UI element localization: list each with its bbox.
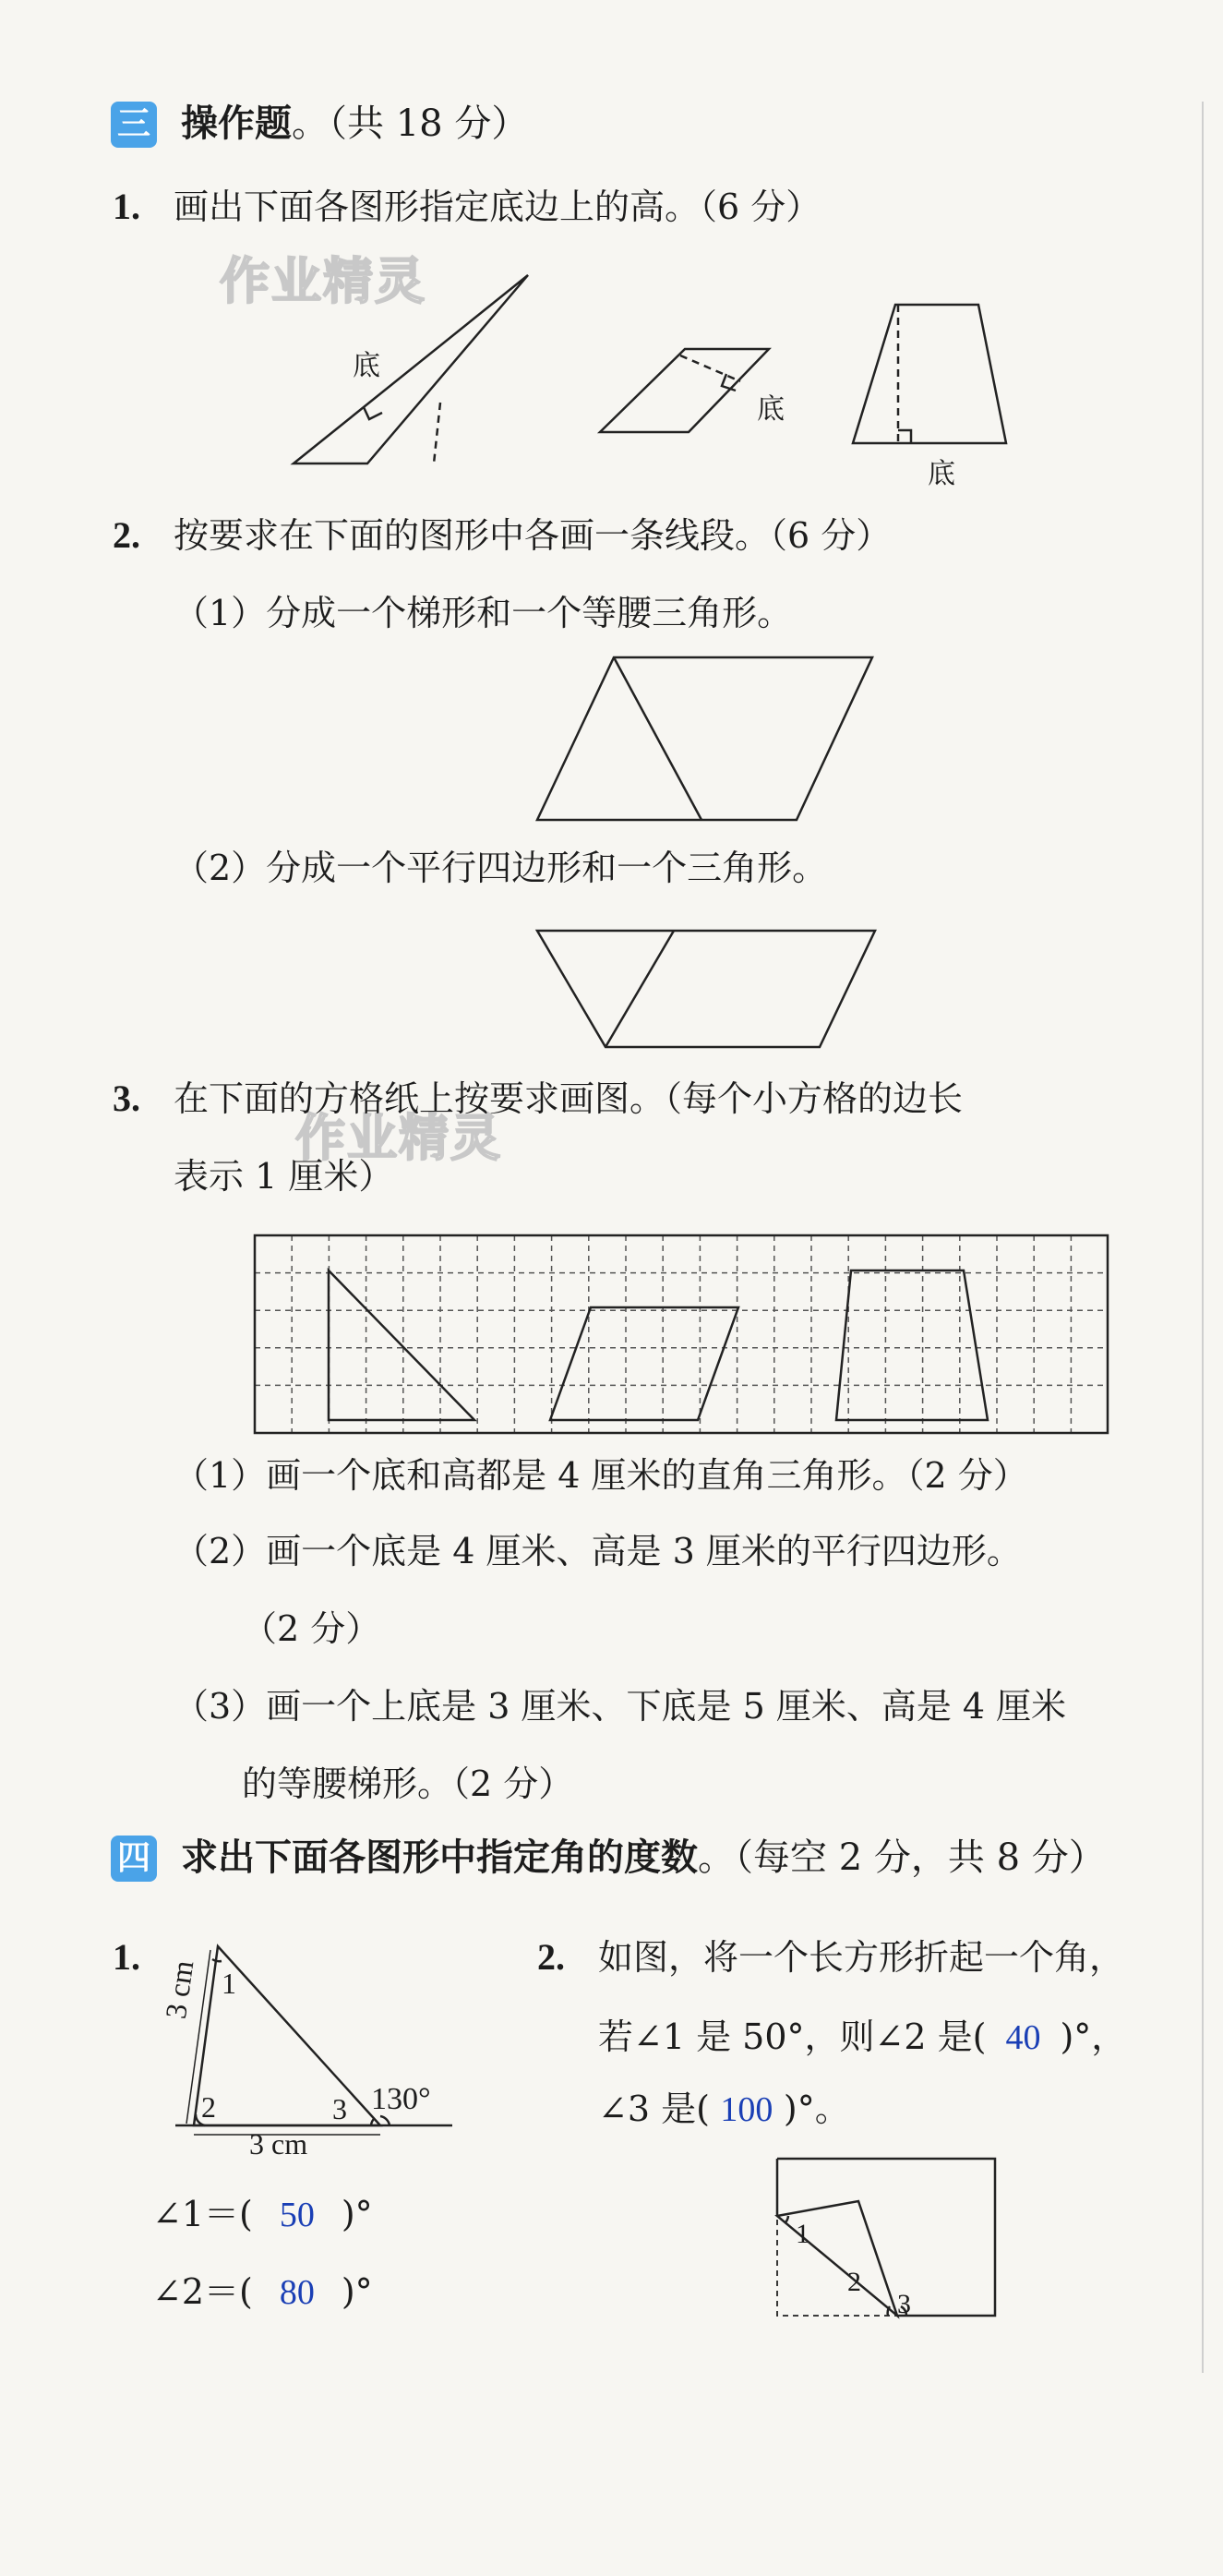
angle-2-label: 2 [201, 2090, 216, 2124]
watermark: 作业精灵 [220, 252, 426, 310]
q4-1-answer1 [152, 2194, 373, 2235]
section-3-title [181, 103, 528, 144]
grid-paper [249, 1230, 1117, 1442]
trapezoid-shape [853, 305, 1006, 443]
side-bottom-label: 3 cm [249, 2127, 308, 2161]
q4-2-number: 2. [537, 1936, 565, 1978]
section-badge-4: 四 [111, 1836, 157, 1882]
parallelogram-shape [600, 349, 769, 432]
section-4-title [181, 1837, 1106, 1878]
q3-1-number: 1. [113, 186, 140, 227]
section-4-title-text: 求出下面各图形中指定角的度数 [181, 1836, 698, 1879]
q3-2-sub1: （1）分成一个梯形和一个等腰三角形。 [174, 593, 793, 633]
q3-3-sub2-line1: （2）画一个底是 4 厘米、高是 3 厘米的平行四边形。 [174, 1531, 1022, 1571]
angle-3-label: 3 [332, 2092, 347, 2125]
q3-3-sub3-line1: （3）画一个上底是 3 厘米、下底是 5 厘米、高是 4 厘米 [174, 1686, 1067, 1727]
q3-2-figure1 [517, 646, 886, 831]
section-3-points: 。（共 18 分） [292, 102, 529, 145]
answer1-prefix: ∠1＝( [152, 2194, 253, 2234]
q4-2-answer2: 40 [1005, 2018, 1041, 2057]
answer1-value: 50 [279, 2196, 315, 2234]
fig-angle-1: 1 [796, 2219, 809, 2249]
q3-1-text: 画出下面各图形指定底边上的高。（6 分） [174, 187, 821, 227]
grid-triangle [329, 1270, 474, 1420]
base-label-parallelogram: 底 [757, 393, 785, 426]
q3-3-number: 3. [113, 1077, 140, 1119]
q4-1-number: 1. [113, 1936, 140, 1978]
q3-3-text-line2: 表示 1 厘米） [174, 1156, 394, 1197]
trapezoid-2-shape [537, 931, 875, 1047]
angle-1-label: 1 [222, 1967, 236, 2000]
q4-2-line2-b: )°， [1060, 2016, 1127, 2057]
q4-2-answer3: 100 [720, 2090, 773, 2129]
base-label-trapezoid: 底 [928, 458, 955, 490]
rectangle-outline [777, 2159, 995, 2316]
q3-2-text: 按要求在下面的图形中各画一条线段。（6 分） [174, 515, 892, 556]
parallelogram-1-shape [537, 657, 872, 820]
q4-2-line3-a: ∠3 是( [598, 2088, 710, 2129]
q4-2-line3 [598, 2088, 850, 2130]
q3-3-sub1: （1）画一个底和高都是 4 厘米的直角三角形。（2 分） [174, 1455, 1028, 1496]
base-label-triangle: 底 [353, 350, 380, 382]
side-left-label: 3 cm [158, 1958, 200, 2021]
q3-2-figure2 [526, 918, 895, 1056]
q3-3-sub3-line2: 的等腰梯形。（2 分） [242, 1763, 574, 1804]
q4-2-line1: 如图，将一个长方形折起一个角， [598, 1937, 1125, 1978]
q4-2-line2 [598, 2016, 1126, 2058]
section-badge-3: 三 [111, 102, 157, 148]
answer2-value: 80 [279, 2273, 315, 2312]
angle-130-label: 130° [371, 2082, 431, 2116]
answer2-suffix: )° [341, 2271, 373, 2312]
q4-2-line2-a: 若∠1 是 50°，则∠2 是( [598, 2016, 987, 2057]
triangle-shape [294, 275, 528, 463]
grid-parallelogram [550, 1307, 738, 1420]
section-3-title-text: 操作题 [181, 102, 292, 145]
page-margin-rule [1202, 102, 1204, 2373]
fig-angle-2: 2 [847, 2267, 861, 2297]
fig-angle-3: 3 [897, 2289, 911, 2319]
q3-2-sub2: （2）分成一个平行四边形和一个三角形。 [174, 848, 828, 888]
q3-2-number: 2. [113, 514, 140, 556]
q3-3-text-line1: 在下面的方格纸上按要求画图。（每个小方格的边长 [174, 1078, 964, 1119]
q4-2-line3-b: )°。 [783, 2088, 850, 2129]
q4-1-answer2 [152, 2271, 373, 2313]
answer1-suffix: )° [341, 2194, 373, 2234]
grid-trapezoid [836, 1270, 988, 1420]
answer2-prefix: ∠2＝( [152, 2271, 253, 2312]
q3-3-sub2-line2: （2 分） [242, 1608, 381, 1649]
watermark-2: 作业精灵 [295, 1109, 502, 1167]
section-4-points: 。（每空 2 分，共 8 分） [698, 1836, 1106, 1879]
